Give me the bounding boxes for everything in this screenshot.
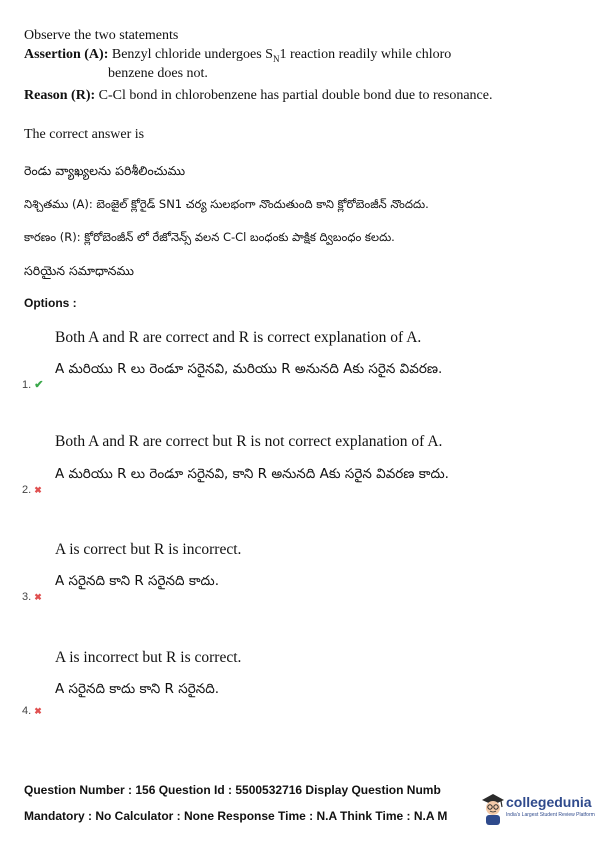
- telugu-intro: రెండు వ్యాఖ్యలను పరిశీలించుము: [24, 163, 186, 178]
- option-text-te: A సరైనది కాదు కాని R సరైనది.: [55, 681, 220, 697]
- reason-line: [24, 87, 493, 105]
- option-text-te: A మరియు R లు రెండూ సరైనవి, మరియు R అనునది Aకు సరైన వివరణ.: [55, 361, 443, 377]
- cross-icon: ✖: [34, 592, 42, 602]
- assertion-line: [24, 46, 451, 68]
- logo-tagline: India's Largest Student Review Platform: [506, 812, 595, 818]
- assertion-continuation: benzene does not.: [108, 66, 208, 81]
- mascot-icon: [480, 792, 506, 826]
- collegedunia-logo: [480, 790, 595, 830]
- footer-question-meta: Question Number : 156 Question Id : 5500532716 Display Question Numb: [24, 783, 441, 797]
- question-prompt: The correct answer is: [24, 127, 145, 142]
- assertion-text-1: Benzyl chloride undergoes S: [108, 47, 273, 62]
- reason-label: Reason (R):: [24, 88, 96, 103]
- assertion-text-2: 1 reaction readily while chloro: [279, 47, 452, 62]
- telugu-reason: కారణం (R): క్లోరోబెంజీన్ లో రేజోనెన్స్ వలన C-Cl బంధంకు పాక్షిక ద్విబంధం కలదు.: [24, 230, 395, 244]
- check-icon: ✔: [34, 379, 44, 391]
- question-intro: Observe the two statements: [24, 28, 179, 43]
- options-label: Options :: [24, 296, 77, 310]
- option-text-te: A సరైనది కాని R సరైనది కాదు.: [55, 573, 220, 589]
- cross-icon: ✖: [34, 706, 42, 716]
- assertion-label: Assertion (A):: [24, 47, 109, 62]
- option-text-te: A మరియు R లు రెండూ సరైనవి, కాని R అనునది Aకు సరైన వివరణ కాదు.: [55, 466, 449, 482]
- assertion-subscript: N: [272, 53, 280, 64]
- option-number: 4. ✖: [22, 705, 42, 717]
- option-text-en: Both A and R are correct but R is not correct explanation of A.: [55, 433, 443, 450]
- footer-response-meta: Mandatory : No Calculator : None Response Time : N.A Think Time : N.A M: [24, 809, 448, 823]
- telugu-prompt: సరియైన సమాధానము: [24, 263, 134, 278]
- logo-name: collegedunia: [506, 794, 592, 810]
- option-number: 3. ✖: [22, 591, 42, 603]
- reason-text: C-Cl bond in chlorobenzene has partial double bond due to resonance.: [95, 88, 493, 103]
- option-text-en: A is correct but R is incorrect.: [55, 541, 242, 558]
- telugu-assertion: నిశ్చితము (A): బెంజైల్ క్లోరైడ్ SN1 చర్య సులభంగా నొందుతుంది కాని క్లోరోబెంజీన్ నొందదు.: [24, 197, 429, 211]
- cross-icon: ✖: [34, 485, 42, 495]
- option-text-en: A is incorrect but R is correct.: [55, 649, 242, 666]
- option-number: 1. ✔: [22, 379, 44, 391]
- option-number: 2. ✖: [22, 484, 42, 496]
- option-text-en: Both A and R are correct and R is correct explanation of A.: [55, 329, 422, 346]
